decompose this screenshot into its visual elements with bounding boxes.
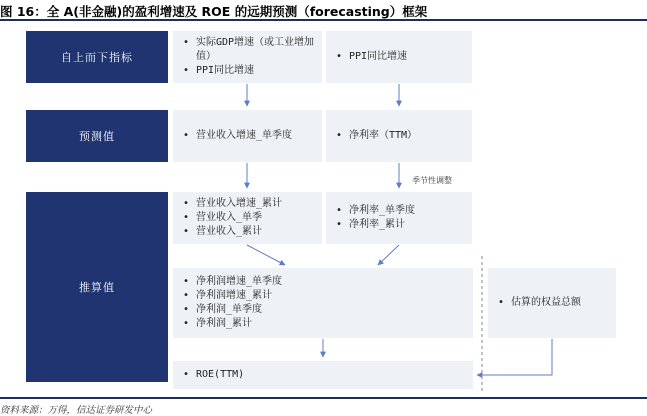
row-label-derived-values: 推算值 — [26, 192, 168, 382]
row-label-top-down-indicators: 自上而下指标 — [26, 31, 168, 83]
derived-item-revenue-quarter: • 营业收入_单季 — [183, 211, 282, 225]
derived-item-revenue-cum: • 营业收入_累计 — [183, 225, 282, 239]
roe-item: • ROE(TTM) — [183, 368, 244, 382]
derived-item-revenue-growth-cum: • 营业收入增速_累计 — [183, 197, 282, 211]
arrow-revenue-to-profit — [247, 245, 285, 265]
seasonal-adjustment-note: 季节性调整 — [412, 176, 452, 185]
arrow-margin-to-profit — [378, 245, 399, 265]
derived-item-profit-growth-cum: • 净利润增速_累计 — [183, 289, 282, 303]
derived-item-profit-quarter: • 净利润_单季度 — [183, 303, 282, 317]
arrow-equity-to-roe — [477, 339, 552, 375]
macro-item-ppi: • PPI同比增速 — [183, 64, 318, 78]
source-note: 资料来源：万得，信达证券研发中心 — [0, 405, 153, 416]
derived-item-profit-growth-quarter: • 净利润增速_单季度 — [183, 275, 282, 289]
figure-title: 图 16：全 A(非金融)的盈利增速及 ROE 的远期预测（forecasting）框架 — [0, 4, 428, 19]
bottom-rule — [0, 397, 647, 399]
row-label-forecast-values: 预测值 — [26, 110, 168, 162]
forecast-item-net-margin: • 净利率（TTM） — [336, 129, 417, 143]
derived-item-margin-quarter: • 净利率_单季度 — [336, 204, 415, 218]
derived-item-margin-cum: • 净利率_累计 — [336, 218, 415, 232]
derived-item-profit-cum: • 净利润_累计 — [183, 317, 282, 331]
equity-item-total: • 估算的权益总额 — [498, 296, 581, 310]
forecast-item-revenue-growth: • 营业收入增速_单季度 — [183, 129, 292, 143]
macro-item-gdp: • 实际GDP增速（或工业增加值） — [183, 36, 318, 64]
macro-item-ppi-right: • PPI同比增速 — [336, 50, 407, 64]
